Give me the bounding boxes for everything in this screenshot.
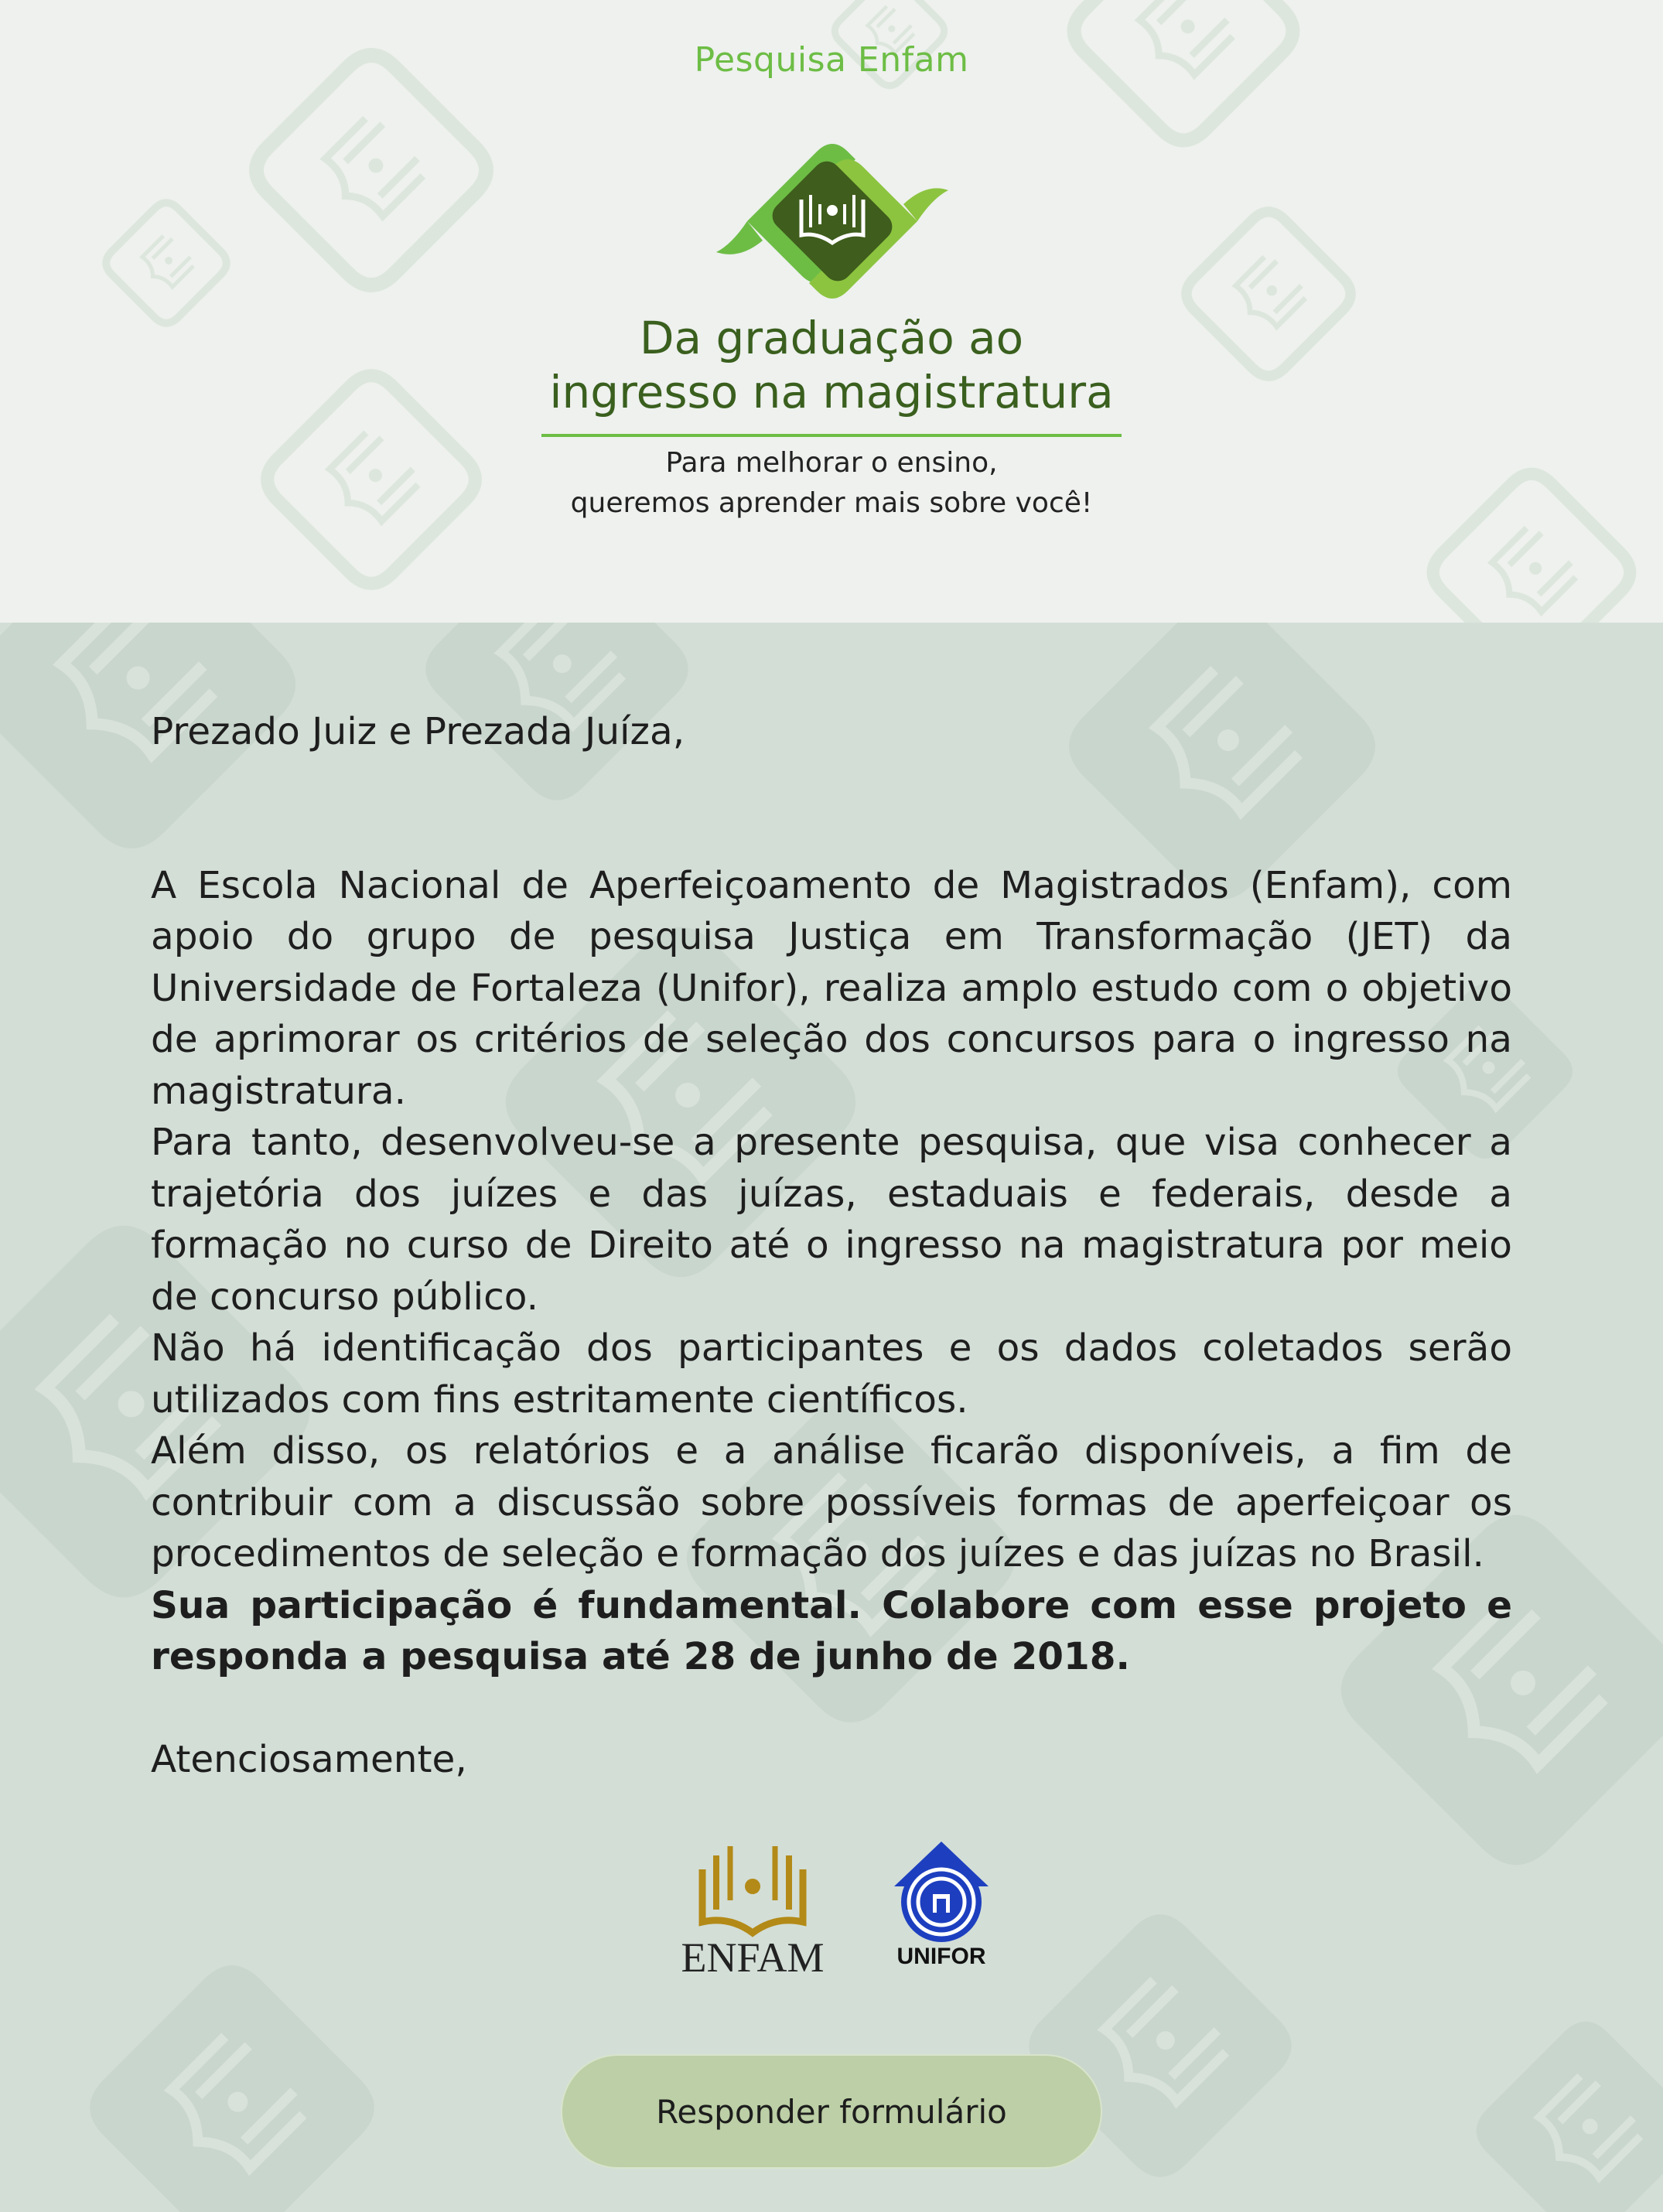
letter-greeting: Prezado Juiz e Prezada Juíza, [151, 710, 685, 753]
survey-subtitle-line-2: queremos aprender mais sobre você! [570, 487, 1093, 519]
letter-paragraph: Além disso, os relatórios e a análise ficarão disponíveis, a fim de contribuir com a discussão sobre possíveis formas de aperfeiçoar os procedimentos de seleção e formação dos juízes e das juízas no Brasil. [151, 1429, 1512, 1575]
letter-paragraph: Para tanto, desenvolveu-se a presente pesquisa, que visa conhecer a trajetória dos juízes e das juízas, estaduais e federais, desde a formação no curso de Direito até o ingresso na magistratura por meio de concurso público. [151, 1121, 1512, 1319]
enfam-survey-logo-icon [701, 136, 964, 306]
survey-title-line-2: ingresso na magistratura [549, 366, 1114, 418]
unifor-logo-label: UNIFOR [896, 1944, 986, 1969]
letter-call-to-action: Sua participação é fundamental. Colabore com esse projeto e responda a pesquisa até 28 de junho de 2018. [151, 1583, 1512, 1678]
enfam-logo-icon [671, 1838, 834, 1978]
survey-title-line-1: Da graduação ao [639, 312, 1024, 364]
title-divider [541, 434, 1122, 437]
letter-paragraph: Não há identificação dos participantes e os dados coletados serão utilizados com fins estritamente científicos. [151, 1326, 1512, 1422]
survey-kicker: Pesquisa Enfam [694, 40, 969, 80]
letter-section [0, 623, 1663, 2212]
header-banner [0, 0, 1663, 623]
survey-subtitle-line-1: Para melhorar o ensino, [665, 447, 998, 479]
enfam-logo-label: ENFAM [681, 1934, 825, 1978]
answer-form-button[interactable]: Responder formulário [561, 2054, 1102, 2169]
unifor-logo-icon [890, 1838, 994, 1970]
letter-paragraph: A Escola Nacional de Aperfeiçoamento de Magistrados (Enfam), com apoio do grupo de pesquisa Justiça em Transformação (JET) da Universidade de Fortaleza (Unifor), realiza amplo estudo com o objetivo de aprimorar os critérios de seleção dos concursos para o ingresso na magistratura. [151, 863, 1512, 1113]
letter-closing: Atenciosamente, [151, 1738, 467, 1781]
letter-body [151, 706, 1512, 1786]
